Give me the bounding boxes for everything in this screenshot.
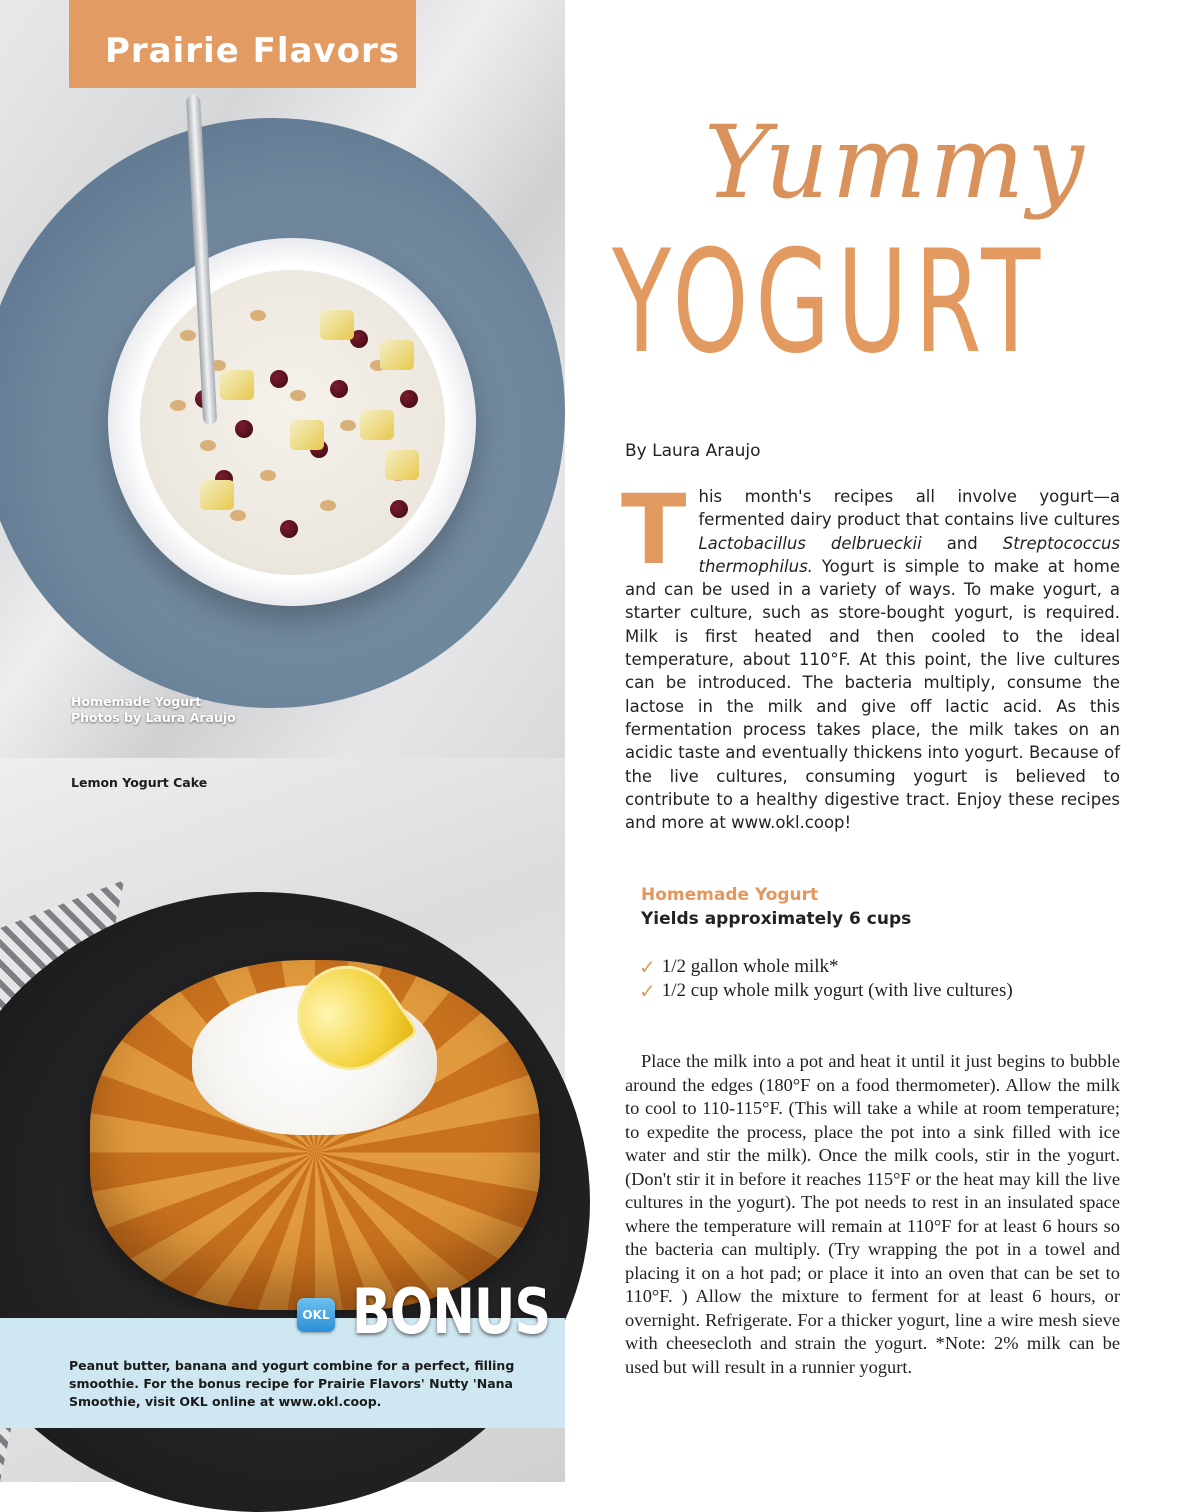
species-name: Lactobacillus delbrueckii — [698, 533, 922, 553]
ingredient-list — [639, 955, 1013, 1003]
section-tag — [69, 0, 416, 88]
check-icon: ✓ — [639, 979, 656, 1003]
page-title: YOGURT — [612, 220, 1048, 385]
recipe-title: Homemade Yogurt — [641, 885, 819, 905]
recipe-yield: Yields approximately 6 cups — [641, 909, 912, 929]
list-item — [639, 955, 1013, 979]
ingredient-text: 1/2 gallon whole milk* — [661, 956, 839, 977]
caption-credit: Photos by Laura Araujo — [71, 710, 236, 725]
homemade-yogurt-photo — [0, 0, 565, 758]
okl-logo: OKL — [297, 1298, 335, 1332]
drop-cap: T — [621, 474, 687, 586]
bonus-text: Peanut butter, banana and yogurt combine for a perfect, filling smoothie. For the bonus recipe for Prairie Flavors' Nutty 'Nana Smoothie, visit OKL online at www.okl.coop. — [69, 1358, 515, 1409]
yogurt-photo-caption — [71, 694, 236, 726]
title-script: Yummy — [704, 104, 1087, 221]
intro-text: and — [921, 533, 1003, 553]
species-name: Streptococcus thermophilus. — [698, 533, 1120, 576]
intro-text: his month's recipes all involve yogurt—a fermented dairy product that contains live cultures — [698, 487, 1121, 530]
bonus-title: BONUS — [352, 1275, 551, 1348]
recipe-instructions: Place the milk into a pot and heat it until it just begins to bubble around the edges (180°F on a food thermometer). Allow the milk to cool to 110-115°F. (This will take a while at room temperature; to expedite the process, place the pot into a sink filled with ice water and stir the milk). Once the milk cools, stir in the yogurt. (Don't stir it in before it reaches 115°F or the heat may kill the live cultures in the yogurt). The pot needs to rest in an insulated space where the temperature will remain at 110°F for at least 6 hours so the bacteria can multiply. (Try wrapping the pot in a towel and placing it on a hot pad; or place it into an oven that can be set to 110°F. ) Allow the mixture to ferment for at least 6 hours, or overnight. Refrigerate. For a thicker yogurt, line a wire mesh sieve with cheesecloth and strain the yogurt. *Note: 2% milk can be used but will result in a runnier yogurt. — [625, 1051, 1120, 1377]
check-icon: ✓ — [639, 955, 656, 979]
intro-paragraph — [621, 474, 1121, 834]
section-title: Prairie Flavors — [105, 31, 400, 71]
ingredient-text: 1/2 cup whole milk yogurt (with live cultures) — [661, 980, 1013, 1001]
byline: By Laura Araujo — [625, 441, 761, 461]
intro-text: Yogurt is simple to make at home and can be used in a variety of ways. To make yogurt, a starter culture, such as store-bought yogurt, is required. Milk is first heated and then cooled to the ideal temperature, about 110°F. At this point, the live cultures can be introduced. The bacteria multiply, consume the lactose in the milk and give off lactic acid. As this fermentation process takes place, the milk takes on an acidic taste and eventually thickens into yogurt. Because of the live cultures, consuming yogurt is believed to contribute to a healthy digestive tract. Enjoy these recipes and more at www.okl.coop! — [625, 556, 1120, 833]
yogurt-with-toppings — [140, 270, 445, 575]
caption-title: Homemade Yogurt — [71, 694, 202, 709]
list-item — [639, 979, 1013, 1003]
cake-photo-caption: Lemon Yogurt Cake — [71, 775, 208, 790]
